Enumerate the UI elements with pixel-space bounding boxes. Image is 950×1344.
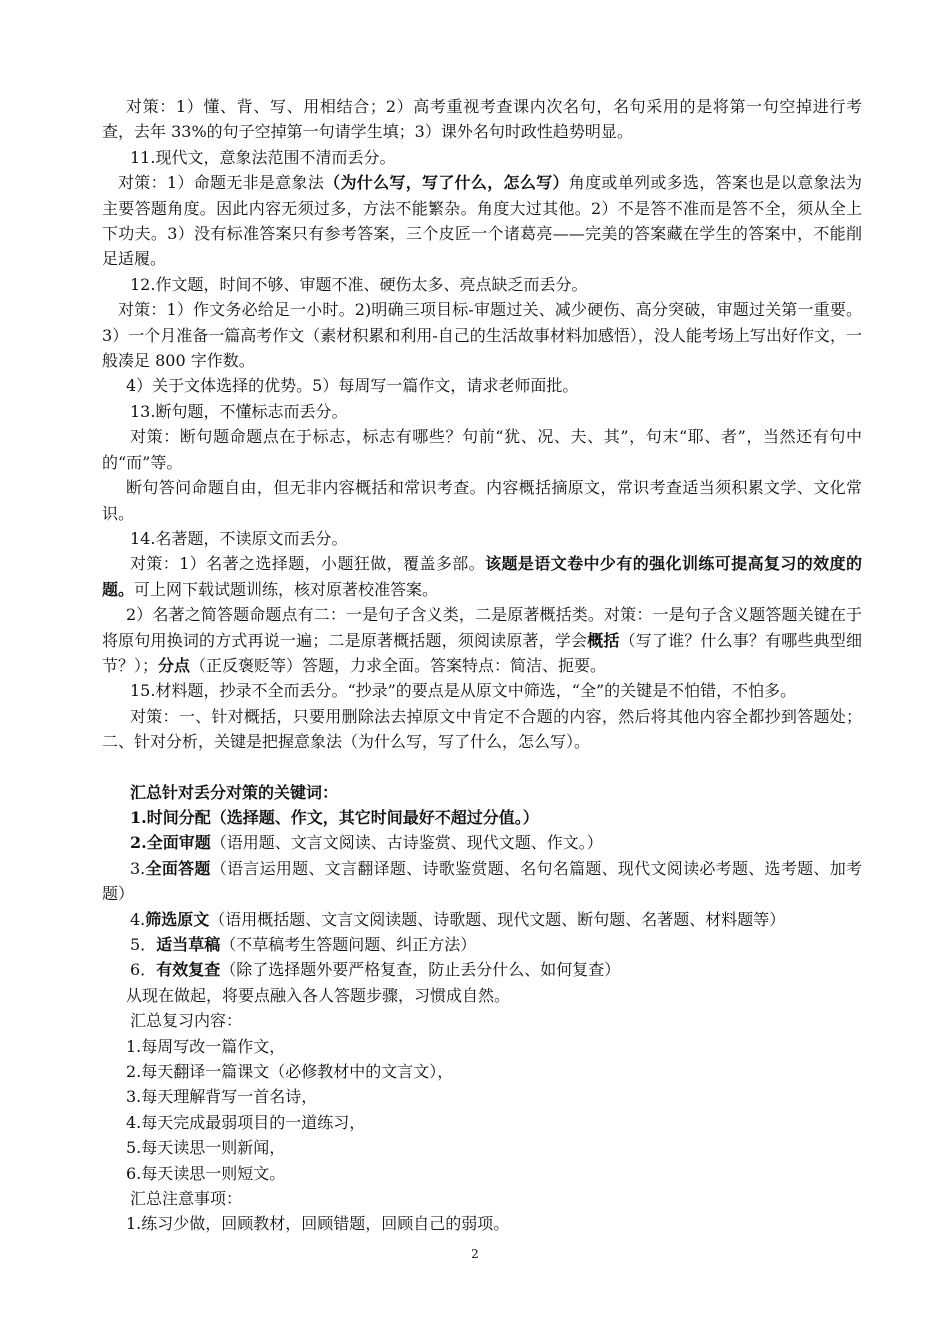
- text-run: 2.每天翻译一篇课文（必修教材中的文言文），: [126, 1062, 454, 1082]
- text-run: 13.断句题，不懂标志而丢分。: [130, 401, 348, 421]
- paragraph: [102, 678, 862, 703]
- text-run: 对策：一、针对概括，只要用删除法去掉原文中肯定不合题的内容，然后将其他内容全都抄到答题处；二、针对分析，关键是把握意象法（为什么写，写了什么，怎么写）。: [102, 706, 862, 752]
- paragraph: [102, 297, 862, 373]
- text-run: 12.作文题，时间不够、审题不准、硬伤太多、亮点缺乏而丢分。: [130, 274, 588, 294]
- paragraph: [102, 805, 862, 830]
- paragraph: [102, 399, 862, 424]
- paragraph: [102, 1161, 862, 1186]
- bold-text-run: 分点: [158, 655, 191, 675]
- bold-text-run: 1.时间分配（选择题、作文，其它时间最好不超过分值。）: [130, 807, 539, 827]
- paragraph: [102, 1084, 862, 1109]
- text-run: 11.现代文，意象法范围不清而丢分。: [130, 147, 396, 167]
- text-run: （语用题、文言文阅读、古诗鉴赏、现代文题、作文。）: [210, 833, 603, 853]
- text-run: 对策：1）懂、背、写、用相结合；2）高考重视考查课内次名句，名句采用的是将第一句空掉进行考查，去年 33%的句子空掉第一句请学生填；3）课外名句时政性趋势明显。: [102, 97, 862, 142]
- bold-text-run: 全面答题: [145, 858, 211, 878]
- paragraph: [102, 1186, 862, 1211]
- paragraph: [102, 983, 862, 1008]
- text-run: （语用概括题、文言文阅读题、诗歌题、现代文题、断句题、名著题、材料题等）: [209, 909, 786, 929]
- text-run: 4.: [130, 909, 146, 929]
- paragraph: [102, 170, 862, 272]
- bold-text-run: 适当草稿: [156, 935, 221, 954]
- text-run: （写了谁？什么事？有哪些典型细节？）；: [102, 630, 862, 675]
- text-run: （除了选择题外要严格复查，防止丢分什么、如何复查）: [220, 960, 621, 980]
- text-run: 5.每天读思一则新闻，: [126, 1138, 286, 1158]
- text-run: 对策：断句题命题点在于标志，标志有哪些？句前“犹、况、夫、其”，句末“耶、者”，当然还有句中的“而”等。: [102, 427, 862, 472]
- paragraph: [102, 856, 862, 907]
- text-run: 对策：1）作文务必给足一小时。2)明确三项目标-审题过关、减少硬伤、高分突破，审题过关第一重要。3）一个月准备一篇高考作文（素材积累和利用-自己的生活故事材料加感悟），没人能考场上写出好作文，一般凑足 800 字作数。: [102, 300, 862, 371]
- paragraph-spacer: [102, 755, 862, 780]
- text-run: 对策：1）命题无非是意象法: [118, 173, 325, 193]
- bold-text-run: 该题是语文卷中少有的强化训练可提高复习的效度的题。: [102, 554, 862, 599]
- paragraph: [102, 526, 862, 551]
- text-run: 1.练习少做，回顾教材，回顾错题，回顾自己的弱项。: [126, 1214, 510, 1234]
- text-run: 3.: [130, 858, 146, 878]
- text-run: 对策：1）名著之选择题，小题狂做，覆盖多部。: [130, 554, 486, 574]
- paragraph: [102, 932, 862, 957]
- paragraph: [102, 830, 862, 855]
- paragraph: [102, 907, 862, 932]
- paragraph: [102, 780, 862, 805]
- bold-text-run: 概括: [587, 630, 620, 650]
- text-run: 4.每天完成最弱项目的一道练习，: [126, 1112, 366, 1132]
- paragraph: [102, 1110, 862, 1135]
- text-run: 14.名著题，不读原文而丢分。: [130, 528, 348, 548]
- paragraph: [102, 1034, 862, 1059]
- text-run: （不草稿考生答题问题、纠正方法）: [220, 935, 477, 954]
- text-run: 2）名著之简答题命题点有二：一是句子含义类，二是原著概括类。对策：一是句子含义题答题关键在于将原句用换词的方式再说一遍；二是原著概括题，须阅读原著，学会: [102, 605, 862, 650]
- paragraph: [102, 145, 862, 170]
- bold-text-run: （为什么写，写了什么，怎么写）: [324, 173, 569, 193]
- text-run: 从现在做起，将要点融入各人答题步骤，习惯成自然。: [126, 985, 511, 1005]
- text-run: 5．: [130, 935, 157, 954]
- paragraph: [102, 272, 862, 297]
- paragraph: [102, 1059, 862, 1084]
- text-run: 角度或单列或多选，答案也是以意象法为主要答题角度。因此内容无须过多，方法不能繁杂。角度大过其他。2）不是答不准而是答不全，须从全上下功夫。3）没有标准答案只有参考答案，三个皮匠一个诸葛亮——完美的答案藏在学生的答案中，不能削足适履。: [102, 173, 862, 269]
- paragraph: [102, 602, 862, 678]
- paragraph: [102, 1211, 862, 1236]
- paragraph: [102, 94, 862, 145]
- bold-text-run: 有效复查: [156, 960, 221, 980]
- page-number: 2: [471, 1247, 479, 1261]
- paragraph: [102, 1135, 862, 1160]
- text-run: 1.每周写改一篇作文，: [126, 1036, 286, 1056]
- text-run: 6．: [130, 960, 157, 980]
- text-run: 汇总复习内容：: [130, 1011, 243, 1031]
- paragraph: [102, 475, 862, 526]
- text-run: 可上网下载试题训练，核对原著校准答案。: [134, 579, 439, 599]
- text-run: 4）关于文体选择的优势。5）每周写一篇作文，请求老师面批。: [126, 376, 579, 396]
- text-run: 3.每天理解背写一首名诗，: [126, 1087, 318, 1107]
- paragraph: [102, 424, 862, 475]
- text-run: 断句答问命题自由，但无非内容概括和常识考查。内容概括摘原文，常识考查适当须积累文学、文化常识。: [102, 478, 862, 523]
- document-body: [102, 94, 862, 1237]
- bold-text-run: 筛选原文: [145, 909, 210, 929]
- text-run: 汇总注意事项：: [130, 1189, 243, 1209]
- paragraph: [102, 373, 862, 398]
- paragraph: [102, 551, 862, 602]
- text-run: （正反褒贬等）答题，力求全面。答案特点：简洁、扼要。: [190, 655, 607, 675]
- bold-text-run: 2.全面审题: [130, 833, 211, 853]
- bold-text-run: 汇总针对丢分对策的关键词：: [130, 782, 339, 802]
- text-run: 6.每天读思一则短文。: [126, 1163, 286, 1183]
- paragraph: [102, 704, 862, 755]
- paragraph: [102, 1008, 862, 1033]
- paragraph: [102, 957, 862, 982]
- text-run: （语言运用题、文言翻译题、诗歌鉴赏题、名句名篇题、现代文阅读必考题、选考题、加考题）: [102, 858, 862, 904]
- text-run: 15.材料题，抄录不全而丢分。“抄录”的要点是从原文中筛选，“全”的关键是不怕错，不怕多。: [130, 681, 797, 701]
